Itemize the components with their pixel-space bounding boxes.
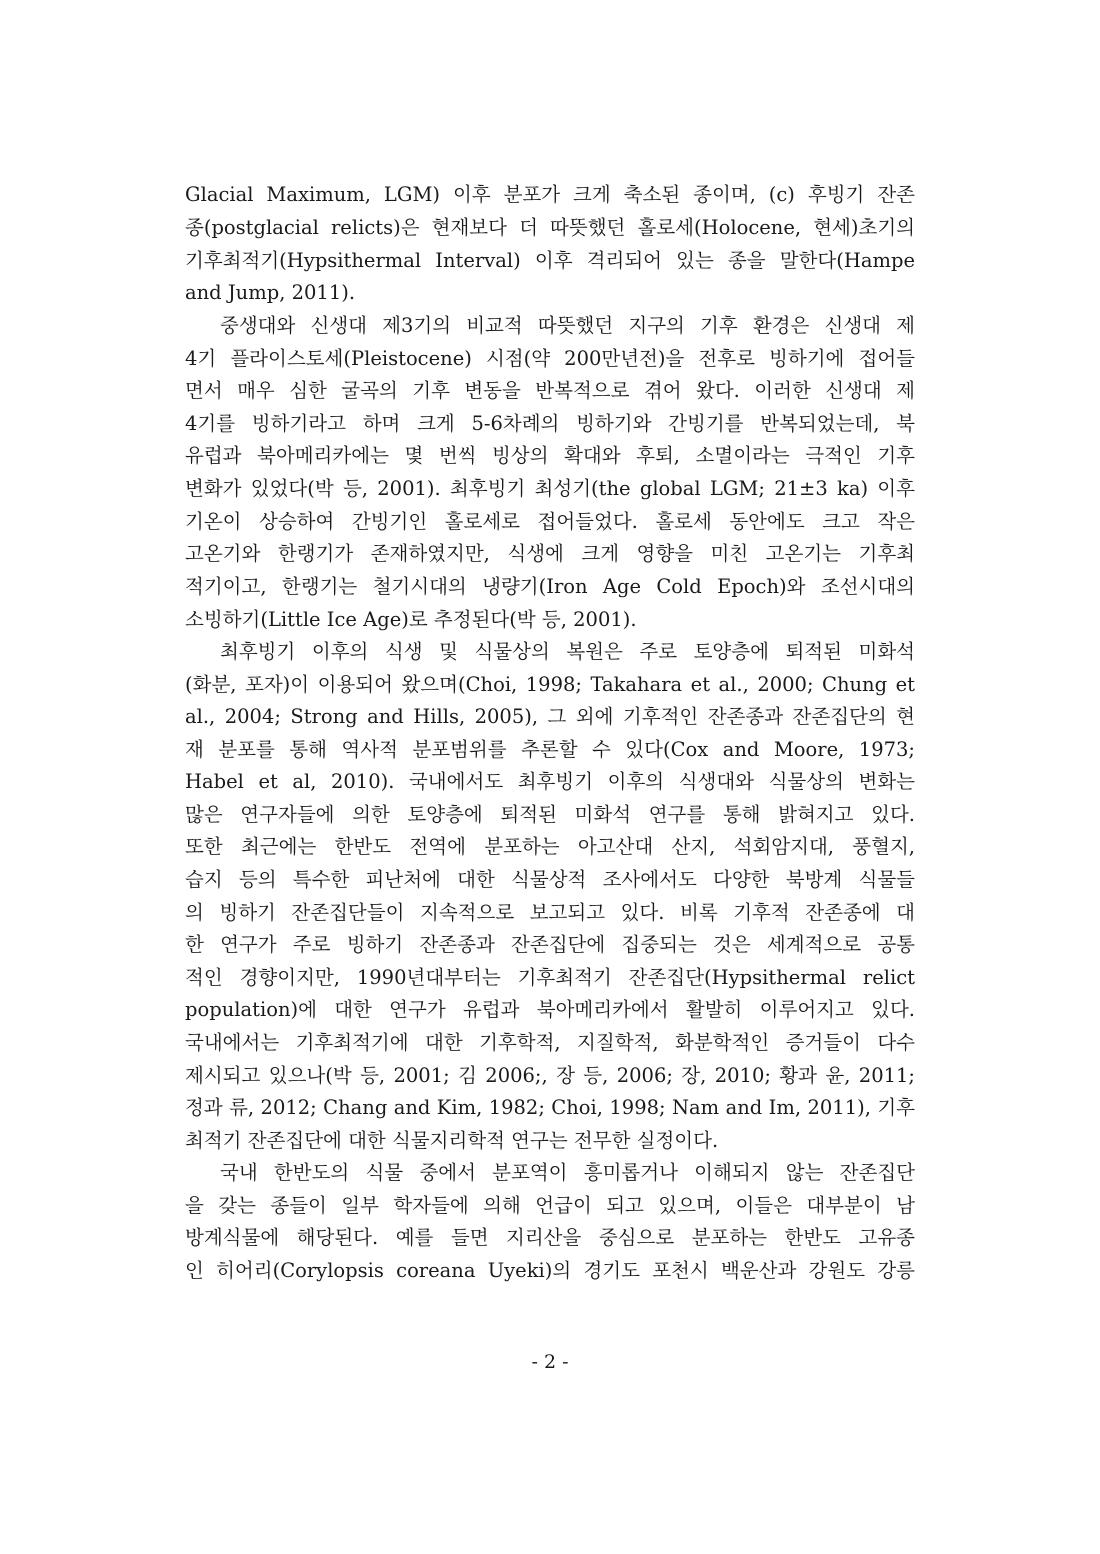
text-line: 인 히어리(Corylopsis coreana Uyeki)의 경기도 포천시 백운산과 강원도 강릉 [185, 1259, 915, 1282]
text-line: 중생대와 신생대 제3기의 비교적 따뜻했던 지구의 기후 환경은 신생대 제 [220, 314, 915, 337]
text-line: 제시되고 있으나(박 등, 2001; 김 2006;, 장 등, 2006; 장, 2010; 황과 윤, 2011; [185, 1064, 915, 1087]
text-line: 고온기와 한랭기가 존재하였지만, 식생에 크게 영향을 미친 고온기는 기후최 [185, 542, 915, 565]
text-line: 4기를 빙하기라고 하며 크게 5-6차례의 빙하기와 간빙기를 반복되었는데, 북 [185, 412, 915, 435]
text-line: 한 연구가 주로 빙하기 잔존종과 잔존집단에 집중되는 것은 세계적으로 공통 [185, 933, 915, 956]
text-line: 또한 최근에는 한반도 전역에 분포하는 아고산대 산지, 석회암지대, 풍혈지, [185, 835, 915, 858]
text-line: population)에 대한 연구가 유럽과 북아메리카에서 활발히 이루어지고 있다. [185, 998, 915, 1021]
text-line: 변화가 있었다(박 등, 2001). 최후빙기 최성기(the global LGM; 21±3 ka) 이후 [185, 477, 915, 500]
text-line: 정과 류, 2012; Chang and Kim, 1982; Choi, 1998; Nam and Im, 2011), 기후 [185, 1096, 915, 1119]
text-line: 의 빙하기 잔존집단들이 지속적으로 보고되고 있다. 비록 기후적 잔존종에 대 [185, 901, 915, 924]
text-line: Habel et al, 2010). 국내에서도 최후빙기 이후의 식생대와 식물상의 변화는 [185, 770, 915, 793]
text-line: 국내 한반도의 식물 중에서 분포역이 흥미롭거나 이해되지 않는 잔존집단 [220, 1161, 915, 1184]
text-line: 적인 경향이지만, 1990년대부터는 기후최적기 잔존집단(Hypsithermal relict [185, 966, 915, 989]
text-line: 방계식물에 해당된다. 예를 들면 지리산을 중심으로 분포하는 한반도 고유종 [185, 1226, 915, 1249]
text-line: 4기 플라이스토세(Pleistocene) 시점(약 200만년전)을 전후로 빙하기에 접어들 [185, 347, 915, 370]
text-line: 을 갖는 종들이 일부 학자들에 의해 언급이 되고 있으며, 이들은 대부분이 남 [185, 1194, 915, 1217]
text-line: 소빙하기(Little Ice Age)로 추정된다(박 등, 2001). [185, 608, 637, 631]
text-line: al., 2004; Strong and Hills, 2005), 그 외에 기후적인 잔존종과 잔존집단의 현 [185, 705, 915, 728]
text-line: 유럽과 북아메리카에는 몇 번씩 빙상의 확대와 후퇴, 소멸이라는 극적인 기후 [185, 444, 915, 467]
text-line: 면서 매우 심한 굴곡의 기후 변동을 반복적으로 겪어 왔다. 이러한 신생대 제 [185, 379, 915, 402]
text-line: Glacial Maximum, LGM) 이후 분포가 크게 축소된 종이며, (c) 후빙기 잔존 [185, 183, 915, 206]
text-line: 최적기 잔존집단에 대한 식물지리학적 연구는 전무한 실정이다. [185, 1129, 719, 1152]
text-line: 기온이 상승하여 간빙기인 홀로세로 접어들었다. 홀로세 동안에도 크고 작은 [185, 510, 915, 533]
text-line: 종(postglacial relicts)은 현재보다 더 따뜻했던 홀로세(Holocene, 현세)초기의 [185, 216, 915, 239]
text-line: 국내에서는 기후최적기에 대한 기후학적, 지질학적, 화분학적인 증거들이 다수 [185, 1031, 915, 1054]
text-line: 최후빙기 이후의 식생 및 식물상의 복원은 주로 토양층에 퇴적된 미화석 [220, 640, 915, 663]
text-line: and Jump, 2011). [185, 281, 356, 304]
text-line: 습지 등의 특수한 피난처에 대한 식물상적 조사에서도 다양한 북방계 식물들 [185, 868, 915, 891]
text-line: 기후최적기(Hypsithermal Interval) 이후 격리되어 있는 종을 말한다(Hampe [185, 249, 915, 272]
page-number: - 2 - [531, 1351, 569, 1373]
text-line: 재 분포를 통해 역사적 분포범위를 추론할 수 있다(Cox and Moore, 1973; [185, 738, 915, 761]
text-line: 많은 연구자들에 의한 토양층에 퇴적된 미화석 연구를 통해 밝혀지고 있다. [185, 803, 915, 826]
text-line: 적기이고, 한랭기는 철기시대의 냉량기(Iron Age Cold Epoch)와 조선시대의 [185, 575, 915, 598]
text-line: (화분, 포자)이 이용되어 왔으며(Choi, 1998; Takahara et al., 2000; Chung et [185, 673, 915, 696]
